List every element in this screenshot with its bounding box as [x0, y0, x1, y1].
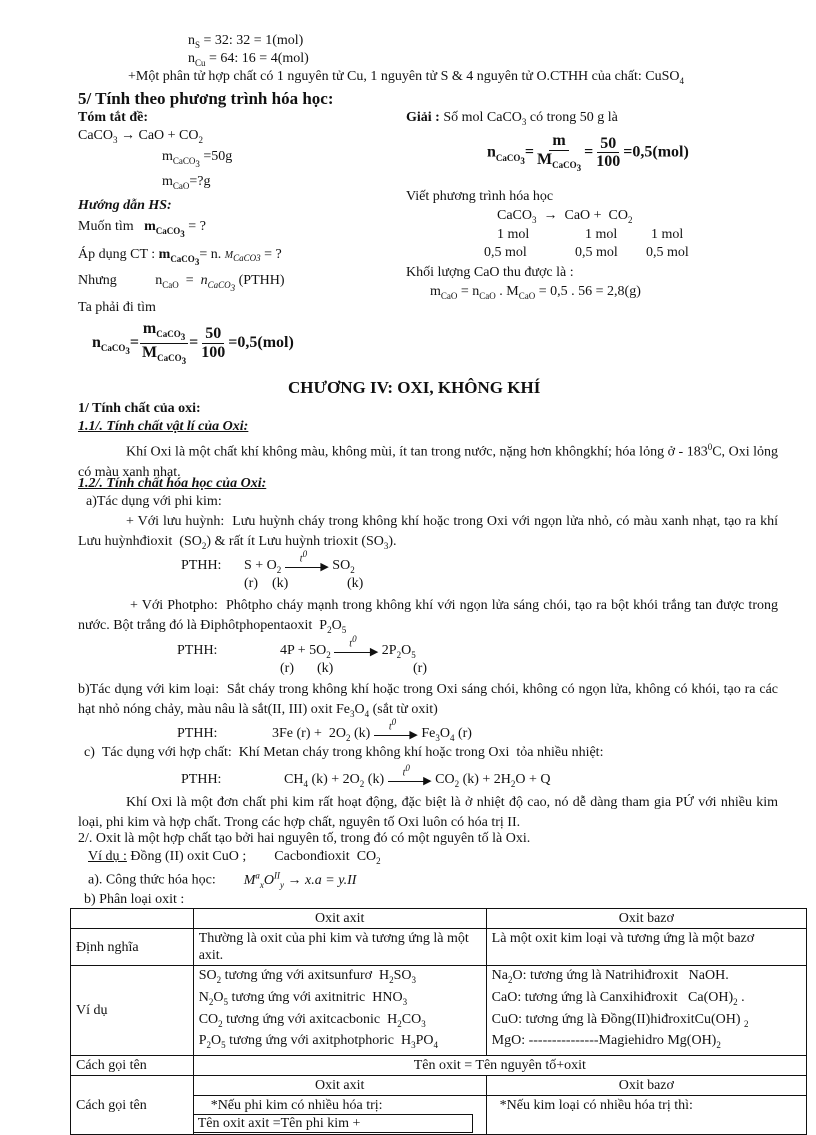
pthh-line-right: CaCO$_3$ → CaO + $CO_2$	[497, 208, 633, 225]
p-ket-luan: Khí Oxi là một đơn chất phi kim rất hoạt động, đặc biệt là ở nhiệt độ cao, nó dễ dàng tham gia PỨ với nhiều kim loại, phi kim và hợp chất. Trong các hợp chất, nguyên tố Oxi luôn có hóa trị II.	[78, 795, 778, 830]
eq-p-state-1: (r)	[280, 661, 294, 676]
mol-1-b: 1 mol	[585, 227, 618, 242]
col-bazo: Oxit bazơ	[486, 909, 806, 929]
mol-05-a: 0,5 mol	[484, 245, 527, 260]
m-cao: $m_{CaO}=?g$	[162, 174, 211, 191]
eq-s: $S + O_2$ $t^0$ ▶ $SO_2$	[244, 548, 355, 575]
mol-1-a: 1 mol	[497, 227, 530, 242]
giai-line: Giải : Số mol CaCO$_3$ có trong 50 g là	[406, 110, 618, 127]
dn-bazo: Là một oxit kim loại và tương ứng là một bazơ	[486, 929, 806, 966]
c-label: c) Tác dụng với hợp chất: Khí Metan cháy trong không khí hoặc trong Oxi tỏa nhiều nhiệt:	[84, 745, 604, 760]
s1-heading: 1/ Tính chất của oxi:	[78, 401, 201, 416]
khoi-luong: Khối lượng CaO thu được là :	[406, 265, 574, 280]
dn-axit: Thường là oxit của phi kim và tương ứng là một axit.	[193, 929, 486, 966]
ns-line: $n_S = 32$: 32 = 1(mol)	[188, 33, 304, 50]
reaction-left: CaCO$_3$ → CaO + $CO_2$	[78, 128, 204, 145]
eq-fe-pthh: PTHH:	[177, 726, 218, 741]
table-row	[71, 966, 807, 1056]
table-row	[71, 1056, 807, 1076]
cthh-line: +Một phân tử hợp chất có 1 nguyên tử Cu, 1 nguyên tử S & 4 nguyên tử O.CTHH của chất: CuSO$_4$	[128, 69, 685, 86]
row-cach-goi-2: Cách gọi tên	[71, 1076, 194, 1135]
col-axit-2: Oxit axit	[193, 1076, 486, 1096]
a-ct-line: a). Công thức hóa học: $M^a_xO^{II}_y \to x.a = y.II$	[88, 870, 357, 890]
s12-heading: 1.2/. Tính chất hóa học của Oxi:	[78, 476, 267, 491]
vd-axit: $SO_2$ tương ứng với axitsunfurơ $H_2SO_3$ $N_2O_5$ tương ứng với axitnitric $HNO_3$ $CO_2$ tương ứng với axitcacbonic $H_2CO_3$ $P_2O_5$ tương ứng với axitphotphoric $H_3PO_4$	[193, 966, 486, 1056]
khoi-luong-calc: $m_{CaO} = n_{CaO}$ . $M_{CaO} = 0,5$ . 56 = 2,8(g)	[430, 284, 641, 301]
vd-bazo: $Na_2O$: tương ứng là Natrihiđroxit NaOH. CaO: tương ứng là Canxihiđroxit $Ca(OH)_2$ . CuO: tương ứng là Đồng(II)hiđroxitCu(OH) $_2$ MgO: ---------------Magiehidro $Mg(OH)_2$	[486, 966, 806, 1056]
fraction-left: $n_{CaCO_3}=$ $\frac{m_{CaCO_3}}{M_{CaCO_3}}$ = $\frac{50}{100}$ =0,5(mol)	[92, 320, 294, 366]
vi-du-line: Ví dụ : Đồng (II) oxit CuO ; Cacbonđioxit $CO_2$	[88, 849, 381, 866]
huong-dan: Hướng dẫn HS:	[78, 198, 172, 213]
table-row	[71, 1076, 807, 1096]
eq-p-state-2: (k)	[317, 661, 334, 676]
p-luu-huynh: + Với lưu huỳnh: Lưu huỳnh cháy trong không khí hoặc trong Oxi với ngọn lửa nhỏ, có màu xanh nhạt, tạo ra khí Lưu huỳnhđioxit $(SO_2)$ & rất ít Lưu huỳnh trioxit $(SO_3)$.	[78, 514, 778, 551]
m-caco3: $m_{CaCO_3} =50g$	[162, 149, 233, 169]
cach-goi-axit: *Nếu phi kim có nhiều hóa trị: Tên oxit axit =Tên phi kim +	[193, 1096, 486, 1135]
oxit-table	[70, 908, 807, 1135]
tom-tat-label: Tóm tắt đề:	[78, 110, 148, 125]
eq-p-pthh: PTHH:	[177, 643, 218, 658]
b-phan-loai: b) Phân loại oxit :	[84, 892, 185, 907]
col-bazo-2: Oxit bazơ	[486, 1076, 806, 1096]
muon-tim: Muốn tìm $m_{CaCO_3}$ = ?	[78, 219, 206, 239]
p-vat-li: Khí Oxi là một chất khí không màu, không mùi, ít tan trong nước, nặng hơn khôngkhí; hóa lỏng ở - $183^0C$, Oxi lỏng có màu xanh nhạt.	[78, 442, 778, 480]
section5-heading: 5/ Tính theo phương trình hóa học:	[78, 89, 334, 108]
eq-p: $4P + 5O_2$ $t^0$ ▶ $2P_2O_5$	[280, 633, 416, 660]
p-photpho: + Với Photpho: Phôtpho cháy mạnh trong không khí với ngọn lửa sáng chói, tạo ra bột khói trắng tan được trong nước. Bột trắng đó là Điphôtphopentaoxit $P_2O_5$	[78, 598, 778, 635]
viet-pthh: Viết phương trình hóa học	[406, 189, 554, 204]
row-cach-goi: Cách gọi tên	[71, 1056, 194, 1076]
ta-phai: Ta phải đi tìm	[78, 300, 156, 315]
ap-dung: Áp dụng CT : $m_{CaCO_3}= n$. $M_{CaCO3}$ = ?	[78, 247, 282, 267]
cach-goi-bazo: *Nếu kim loại có nhiều hóa trị thì:	[486, 1096, 806, 1135]
mol-05-b: 0,5 mol	[575, 245, 618, 260]
eq-p-state-3: (r)	[413, 661, 427, 676]
eq-ch4: $CH_4$ $(k) + 2O_2$ (k) $t^0$ ▶ $CO_2$ $(k) + 2H_2O + Q$	[284, 762, 551, 789]
nhung: Nhưng $n_{CaO} = n_{CaCO_3}$ (PTHH)	[78, 273, 285, 293]
ten-oxit-axit-box: Tên oxit axit =Tên phi kim +	[193, 1114, 473, 1133]
mol-1-c: 1 mol	[651, 227, 684, 242]
cach-goi-ten: Tên oxit = Tên nguyên tố+oxit	[193, 1056, 806, 1076]
p-kim-loai: b)Tác dụng với kim loại: Sắt cháy trong không khí hoặc trong Oxi sáng chói, không có ngọn lửa, không có khói, tạo ra các hạt nhỏ nóng chảy, màu nâu là sắt(II, III) oxit $Fe_3O_4$ (sắt từ oxit)	[78, 682, 778, 719]
fraction-right: $n_{CaCO_3}=$ $\frac{m}{M_{CaCO_3}}$ = $\frac{50}{100}$ =0,5(mol)	[487, 132, 689, 173]
chapter-title: CHƯƠNG IV: OXI, KHÔNG KHÍ	[288, 378, 541, 397]
eq-s-state-1: (r)	[244, 576, 258, 591]
eq-ch4-pthh: PTHH:	[181, 772, 222, 787]
eq-fe: 3Fe $(r) + 2O_2$ (k) $t^0$ ▶ $Fe_3O_4$ (r)	[272, 716, 472, 743]
ncu-line: $n_{Cu} = 64$: 16 = 4(mol)	[188, 51, 309, 68]
s2-line: 2/. Oxit là một hợp chất tạo bởi hai nguyên tố, trong đó có một nguyên tố là Oxi.	[78, 831, 531, 846]
row-dinh-nghia: Định nghĩa	[71, 929, 194, 966]
col-axit: Oxit axit	[193, 909, 486, 929]
row-vi-du: Ví dụ	[71, 966, 194, 1056]
table-row	[71, 909, 807, 929]
eq-s-state-2: (k)	[272, 576, 289, 591]
s11-heading: 1.1/. Tính chất vật lí của Oxi:	[78, 419, 249, 434]
a-label: a)Tác dụng với phi kim:	[86, 494, 222, 509]
mol-05-c: 0,5 mol	[646, 245, 689, 260]
eq-s-state-3: (k)	[347, 576, 364, 591]
eq-s-pthh: PTHH:	[181, 558, 222, 573]
table-row	[71, 929, 807, 966]
